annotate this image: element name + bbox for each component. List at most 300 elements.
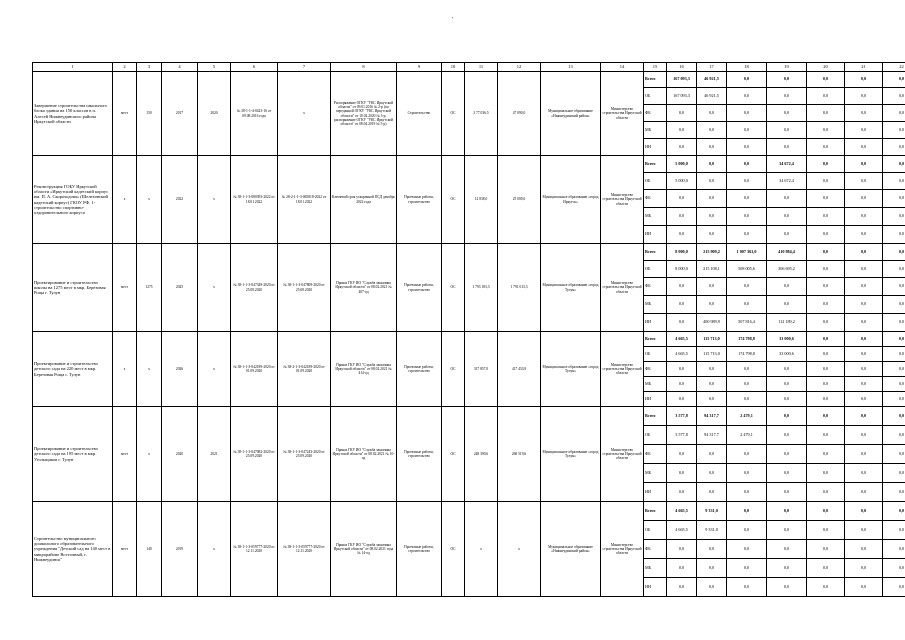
project-c10: ОС	[442, 244, 465, 332]
header-cell: 16	[667, 63, 697, 72]
funding-value: 0,0	[807, 139, 845, 156]
page-mark: '	[452, 17, 454, 23]
funding-value: 0,0	[807, 278, 845, 296]
funding-value: 0,0	[727, 392, 767, 407]
funding-value: 0,0	[845, 278, 883, 296]
funding-source-label: Всего	[644, 332, 667, 347]
funding-value: 0,0	[667, 190, 697, 208]
funding-value: 0,0	[807, 347, 845, 362]
funding-value: 0,0	[667, 139, 697, 156]
funding-value: 0,0	[727, 483, 767, 502]
funding-value: 0,0	[883, 445, 905, 464]
funding-value: 0,0	[807, 407, 845, 426]
funding-value: 0,0	[883, 156, 905, 173]
funding-value: 0,0	[727, 540, 767, 559]
funding-value: 34 672,4	[767, 156, 807, 173]
header-cell: 11	[465, 63, 498, 72]
funding-source-label: ИИ	[644, 483, 667, 502]
funding-source-label: МБ	[644, 559, 667, 578]
project-c13: Муниципальное образование «город Иркутск»	[541, 156, 601, 244]
funding-source-label: ИИ	[644, 139, 667, 156]
project-c6: № 38-1-1-3-042189-2020 от 01.09.2020	[231, 332, 278, 407]
funding-value: 3 577,8	[667, 407, 697, 426]
project-c2: х	[113, 332, 137, 407]
funding-value: 0,0	[845, 407, 883, 426]
funding-value: 0,0	[845, 105, 883, 122]
project-name: Проектирование и строительство школы на 1275 мест в мкр. Березовая Роща г. Тулун	[33, 244, 113, 332]
funding-value: 115 713,0	[697, 332, 727, 347]
project-c9: Проектные работы, строительство	[397, 156, 442, 244]
project-c6: № 38-1-1-3-047349-2020 от 25.08.2020	[231, 244, 278, 332]
header-cell: 20	[807, 63, 845, 72]
header-cell: 6	[231, 63, 278, 72]
funding-value: 0,0	[697, 296, 727, 314]
funding-value: 0,0	[883, 296, 905, 314]
funding-value: 34 672,4	[767, 173, 807, 190]
project-c2: мест	[113, 244, 137, 332]
funding-value: 0,0	[883, 578, 905, 597]
header-cell: 21	[845, 63, 883, 72]
funding-value: 0,0	[845, 173, 883, 190]
funding-value: 0,0	[697, 559, 727, 578]
project-name: Завершение строительства школьного блока здания на 150 классов в п. Алесей Нижнеудинского района Иркутской области	[33, 72, 113, 156]
funding-value: 0,0	[883, 483, 905, 502]
funding-value: 4 665,5	[667, 332, 697, 347]
header-cell: 1	[33, 63, 113, 72]
funding-value: 0,0	[727, 362, 767, 377]
funding-value: 0,0	[845, 483, 883, 502]
funding-value: 9 331,0	[697, 502, 727, 521]
funding-value: 0,0	[845, 332, 883, 347]
project-c11: 248 390,6	[465, 407, 498, 502]
funding-value: 0,0	[727, 88, 767, 105]
funding-value: 0,0	[807, 540, 845, 559]
project-c9: Проектные работы, строительство	[397, 332, 442, 407]
project-c14: Министерство строительства Иркутской области	[601, 244, 644, 332]
funding-value: 0,0	[767, 559, 807, 578]
funding-value: 0,0	[727, 190, 767, 208]
funding-value: 0,0	[883, 122, 905, 139]
project-c11: 1 793 183,3	[465, 244, 498, 332]
funding-value: 0,0	[667, 362, 697, 377]
project-c13: Муниципальное образование «город Тулун»	[541, 332, 601, 407]
funding-value: 0,0	[667, 483, 697, 502]
funding-value: 0,0	[883, 332, 905, 347]
funding-value: 0,0	[667, 105, 697, 122]
funding-source-label: Всего	[644, 502, 667, 521]
header-cell: 12	[498, 63, 541, 72]
project-c8: Ключевой срок ускоренной ПСД декабрь 2022 года	[331, 156, 397, 244]
project-c8: Распоряжение ОГКУ "УКС Иркутской области" от 09.01.2016 № 2-р (по переданной ОГКУ "УКС Иркутской области" от 10.02.2020 № 3-р, распоряжение ОГКУ "УКС Иркутской области" от 08.04.2019 № 5-р)	[331, 72, 397, 156]
project-c5: х	[198, 502, 231, 597]
funding-source-label: ФБ	[644, 540, 667, 559]
funding-value: 0,0	[807, 521, 845, 540]
funding-value: 0,0	[845, 540, 883, 559]
funding-value: 0,0	[845, 314, 883, 332]
project-c6: № 38-1-1-3-059777-2020 от 12.11.2020	[231, 502, 278, 597]
header-cell: 13	[541, 63, 601, 72]
funding-value: 0,0	[767, 464, 807, 483]
funding-value: 0,0	[883, 173, 905, 190]
header-cell: 5	[198, 63, 231, 72]
project-name: Реконструкция ГОБУ Иркутской области «Иркутский кадетский корпус им. П. А. Скороходова» (Шелеховский кадетский корпус) ГКОУ РФ. 1-строительство спортивно-оздоровительного корпуса	[33, 156, 113, 244]
funding-source-label: ФБ	[644, 362, 667, 377]
funding-value: 0,0	[767, 521, 807, 540]
funding-source-label: ФБ	[644, 278, 667, 296]
funding-value: 0,0	[697, 392, 727, 407]
project-c8: Приказ ГКУ ИО "Служба заказчика Иркутской области" от 08.02.2021 № 407-од	[331, 244, 397, 332]
funding-value: 0,0	[807, 156, 845, 173]
funding-value: 4 665,5	[667, 521, 697, 540]
funding-value: 0,0	[767, 445, 807, 464]
project-c13: Муниципальное образование «Нижнеудинский район»	[541, 502, 601, 597]
funding-source-label: МБ	[644, 296, 667, 314]
project-c9: Проектные работы, строительство	[397, 244, 442, 332]
project-c7: х	[278, 72, 331, 156]
project-c10: ОС	[442, 502, 465, 597]
table-row	[33, 244, 905, 261]
project-name: Строительство муниципального дошкольного образовательного учреждения "Детский сад на 140 мест в микрорайоне Восточный, г. Нижнеудинск"	[33, 502, 113, 597]
funding-value: 0,0	[727, 445, 767, 464]
project-c3: х	[137, 156, 162, 244]
funding-value: 2 479,1	[727, 407, 767, 426]
funding-value: 167 093,3	[667, 88, 697, 105]
funding-value: 0,0	[697, 464, 727, 483]
funding-value: 0,0	[883, 521, 905, 540]
project-c2: мест	[113, 407, 137, 502]
funding-value: 0,0	[667, 314, 697, 332]
funding-source-label: ФБ	[644, 105, 667, 122]
project-c4: 2017	[162, 72, 198, 156]
funding-source-label: МБ	[644, 208, 667, 226]
funding-value: 0,0	[697, 578, 727, 597]
project-c10: ОС	[442, 407, 465, 502]
header-cell: 19	[767, 63, 807, 72]
funding-source-label: ИИ	[644, 578, 667, 597]
funding-value: 0,0	[883, 88, 905, 105]
funding-value: 0,0	[767, 392, 807, 407]
project-c3: 140	[137, 502, 162, 597]
table-row	[33, 332, 905, 347]
funding-source-label: ОБ	[644, 347, 667, 362]
funding-value: 0,0	[845, 347, 883, 362]
funding-value: 400 989,9	[697, 314, 727, 332]
funding-value: 0,0	[845, 502, 883, 521]
funding-value: 0,0	[883, 244, 905, 261]
project-c9: Проектные работы, строительство	[397, 407, 442, 502]
funding-source-label: ОБ	[644, 88, 667, 105]
funding-value: 9 331,0	[697, 521, 727, 540]
funding-value: 0,0	[667, 122, 697, 139]
funding-value: 0,0	[845, 72, 883, 88]
funding-value: 0,0	[845, 464, 883, 483]
funding-value: 0,0	[845, 226, 883, 244]
header-cell: 7	[278, 63, 331, 72]
investment-objects-table	[32, 62, 905, 597]
funding-value: 0,0	[667, 464, 697, 483]
funding-value: 0,0	[845, 208, 883, 226]
funding-value: 0,0	[807, 445, 845, 464]
funding-value: 0,0	[845, 578, 883, 597]
project-c6: № 38-1-1-4-0423-16 от 09.08.2016 года	[231, 72, 278, 156]
project-c8: Приказ ГКУ ИО "Служба заказчика Иркутской области" от 08.02.2021 года № 14-од	[331, 502, 397, 597]
funding-value: 0,0	[697, 173, 727, 190]
header-cell: 4	[162, 63, 198, 72]
funding-value: 0,0	[883, 278, 905, 296]
funding-value: 0,0	[667, 540, 697, 559]
table-row	[33, 502, 905, 521]
funding-value: 507 816,4	[727, 314, 767, 332]
funding-source-label: Всего	[644, 72, 667, 88]
funding-value: 410 984,4	[767, 244, 807, 261]
project-c13: Муниципальное образование «город Тулун»	[541, 407, 601, 502]
funding-source-label: ИИ	[644, 314, 667, 332]
funding-value: 0,0	[767, 190, 807, 208]
project-c14: Министерство строительства Иркутской области	[601, 502, 644, 597]
funding-value: 0,0	[807, 105, 845, 122]
project-c7: № 38-1-1-3-059777-2020 от 12.11.2020	[278, 502, 331, 597]
funding-value: 0,0	[883, 190, 905, 208]
funding-value: 3 577,8	[667, 426, 697, 445]
funding-value: 0,0	[807, 226, 845, 244]
funding-value: 0,0	[697, 139, 727, 156]
project-c12: 47 090,0	[498, 72, 541, 156]
funding-value: 0,0	[767, 72, 807, 88]
funding-value: 508 005,6	[727, 261, 767, 278]
project-c7: № 28-2-1-1-3-065818-2022 от 18.01.2022	[278, 156, 331, 244]
funding-value: 0,0	[767, 502, 807, 521]
funding-value: 0,0	[807, 261, 845, 278]
funding-value: 0,0	[667, 296, 697, 314]
funding-value: 0,0	[727, 502, 767, 521]
funding-value: 0,0	[727, 578, 767, 597]
project-c2: мест	[113, 72, 137, 156]
project-c11: 317 857,0	[465, 332, 498, 407]
funding-value: 174 798,8	[727, 347, 767, 362]
funding-value: 0,0	[845, 426, 883, 445]
funding-value: 5 000,0	[667, 156, 697, 173]
funding-value: 33 000,6	[767, 332, 807, 347]
funding-value: 0,0	[807, 483, 845, 502]
project-c12: 417 433,9	[498, 332, 541, 407]
project-c14: Министерство строительства Иркутской области	[601, 407, 644, 502]
funding-value: 0,0	[883, 407, 905, 426]
funding-value: 215 909,2	[697, 244, 727, 261]
funding-value: 0,0	[667, 226, 697, 244]
funding-value: 0,0	[697, 156, 727, 173]
project-c2: мест	[113, 502, 137, 597]
funding-value: 0,0	[807, 392, 845, 407]
funding-value: 0,0	[697, 190, 727, 208]
funding-value: 0,0	[807, 578, 845, 597]
funding-value: 0,0	[767, 407, 807, 426]
funding-value: 0,0	[845, 261, 883, 278]
funding-value: 0,0	[807, 332, 845, 347]
funding-value: 0,0	[883, 261, 905, 278]
funding-value: 0,0	[697, 362, 727, 377]
table-row	[33, 156, 905, 173]
funding-value: 0,0	[883, 464, 905, 483]
funding-value: 0,0	[883, 377, 905, 392]
project-c4: 2019	[162, 502, 198, 597]
funding-value: 33 000,6	[767, 347, 807, 362]
funding-value: 0,0	[883, 347, 905, 362]
funding-value: 0,0	[767, 226, 807, 244]
funding-value: 0,0	[845, 377, 883, 392]
funding-value: 174 798,8	[727, 332, 767, 347]
project-c4: 2020	[162, 407, 198, 502]
funding-value: 94 317,7	[697, 407, 727, 426]
funding-value: 0,0	[727, 139, 767, 156]
header-cell: 17	[697, 63, 727, 72]
funding-value: 0,0	[727, 208, 767, 226]
header-cell: 9	[397, 63, 442, 72]
funding-value: 0,0	[697, 208, 727, 226]
funding-value: 0,0	[845, 190, 883, 208]
funding-value: 0,0	[883, 392, 905, 407]
funding-value: 0,0	[845, 521, 883, 540]
funding-value: 0,0	[807, 190, 845, 208]
funding-value: 0,0	[727, 377, 767, 392]
funding-source-label: ФБ	[644, 445, 667, 464]
funding-value: 115 713,0	[697, 347, 727, 362]
funding-value: 0,0	[807, 173, 845, 190]
header-cell: 22	[883, 63, 905, 72]
project-c3: х	[137, 332, 162, 407]
header-cell: 3	[137, 63, 162, 72]
funding-value: 0,0	[807, 296, 845, 314]
project-c12: х	[498, 502, 541, 597]
funding-value: 0,0	[767, 426, 807, 445]
funding-value: 0,0	[767, 278, 807, 296]
project-c7: № 38-1-1-3-047243-2020 от 25.09.2020	[278, 407, 331, 502]
project-c9: Строительство	[397, 72, 442, 156]
funding-value: 0,0	[845, 88, 883, 105]
funding-value: 0,0	[667, 445, 697, 464]
funding-value: 0,0	[727, 521, 767, 540]
funding-value: 0,0	[883, 139, 905, 156]
header-cell: 10	[442, 63, 465, 72]
project-c10: ОС	[442, 332, 465, 407]
funding-value: 0,0	[727, 296, 767, 314]
project-c4: 2022	[162, 156, 198, 244]
funding-value: 0,0	[767, 122, 807, 139]
project-c3: х	[137, 407, 162, 502]
funding-value: 8 000,0	[667, 261, 697, 278]
project-c2: х	[113, 156, 137, 244]
funding-value: 306 695,2	[767, 261, 807, 278]
project-c14: Министерство строительства Иркутской области	[601, 332, 644, 407]
funding-value: 0,0	[767, 88, 807, 105]
funding-value: 0,0	[807, 426, 845, 445]
funding-value: 0,0	[697, 278, 727, 296]
funding-value: 0,0	[807, 72, 845, 88]
funding-value: 0,0	[807, 208, 845, 226]
funding-value: 0,0	[807, 502, 845, 521]
funding-value: 0,0	[727, 72, 767, 88]
funding-value: 0,0	[667, 559, 697, 578]
project-c5: 2021	[198, 407, 231, 502]
funding-value: 0,0	[767, 362, 807, 377]
funding-source-label: МБ	[644, 377, 667, 392]
funding-value: 0,0	[767, 578, 807, 597]
project-name: Проектирование и строительство детского сада на 195 мест в мкр. Угольщиков г. Тулун	[33, 407, 113, 502]
header-cell: 8	[331, 63, 397, 72]
funding-value: 0,0	[767, 105, 807, 122]
table-row	[33, 72, 905, 88]
project-c4: 2025	[162, 244, 198, 332]
project-c11: х	[465, 502, 498, 597]
funding-source-label: ОБ	[644, 426, 667, 445]
funding-value: 0,0	[883, 540, 905, 559]
header-cell: 15	[644, 63, 667, 72]
project-c13: Муниципальное образование «город Тулун»	[541, 244, 601, 332]
funding-value: 0,0	[667, 578, 697, 597]
project-c4: 2026	[162, 332, 198, 407]
funding-value: 112 189,2	[767, 314, 807, 332]
project-c5: х	[198, 244, 231, 332]
funding-value: 46 921,5	[697, 88, 727, 105]
funding-value: 0,0	[727, 559, 767, 578]
funding-value: 0,0	[727, 278, 767, 296]
funding-value: 0,0	[883, 208, 905, 226]
funding-value: 0,0	[697, 122, 727, 139]
funding-value: 5 000,0	[667, 173, 697, 190]
project-c7: № 38-1-1-3-047809-2020 от 25.08.2020	[278, 244, 331, 332]
funding-value: 0,0	[767, 540, 807, 559]
project-c8: Приказ ГКУ ИО "Служба заказчика Иркутской области" от 08.02.2021 № 10-од	[331, 407, 397, 502]
project-c3: 1275	[137, 244, 162, 332]
table-row	[33, 407, 905, 426]
project-c11: 12 838,0	[465, 156, 498, 244]
funding-value: 0,0	[845, 362, 883, 377]
funding-source-label: ОБ	[644, 173, 667, 190]
header-cell: 18	[727, 63, 767, 72]
funding-value: 167 093,3	[667, 72, 697, 88]
funding-value: 0,0	[845, 392, 883, 407]
funding-value: 1 007 363,0	[727, 244, 767, 261]
funding-value: 46 921,5	[697, 72, 727, 88]
project-c5: х	[198, 332, 231, 407]
funding-value: 4 665,5	[667, 502, 697, 521]
project-c3: 150	[137, 72, 162, 156]
funding-value: 0,0	[697, 483, 727, 502]
funding-value: 0,0	[845, 122, 883, 139]
funding-value: 4 665,5	[667, 347, 697, 362]
project-c9: Проектные работы, строительство	[397, 502, 442, 597]
funding-value: 0,0	[845, 139, 883, 156]
project-c5: 2020	[198, 72, 231, 156]
funding-value: 0,0	[767, 296, 807, 314]
funding-value: 0,0	[845, 296, 883, 314]
funding-value: 0,0	[845, 156, 883, 173]
funding-value: 2 479,1	[727, 426, 767, 445]
funding-value: 0,0	[767, 377, 807, 392]
funding-value: 94 317,7	[697, 426, 727, 445]
funding-value: 0,0	[883, 226, 905, 244]
funding-value: 0,0	[807, 244, 845, 261]
funding-value: 0,0	[883, 105, 905, 122]
funding-value: 0,0	[727, 464, 767, 483]
funding-value: 0,0	[767, 139, 807, 156]
funding-value: 0,0	[883, 502, 905, 521]
funding-value: 0,0	[883, 314, 905, 332]
funding-value: 0,0	[667, 278, 697, 296]
funding-value: 0,0	[767, 208, 807, 226]
funding-value: 0,0	[883, 426, 905, 445]
funding-value: 0,0	[697, 377, 727, 392]
funding-value: 0,0	[727, 156, 767, 173]
